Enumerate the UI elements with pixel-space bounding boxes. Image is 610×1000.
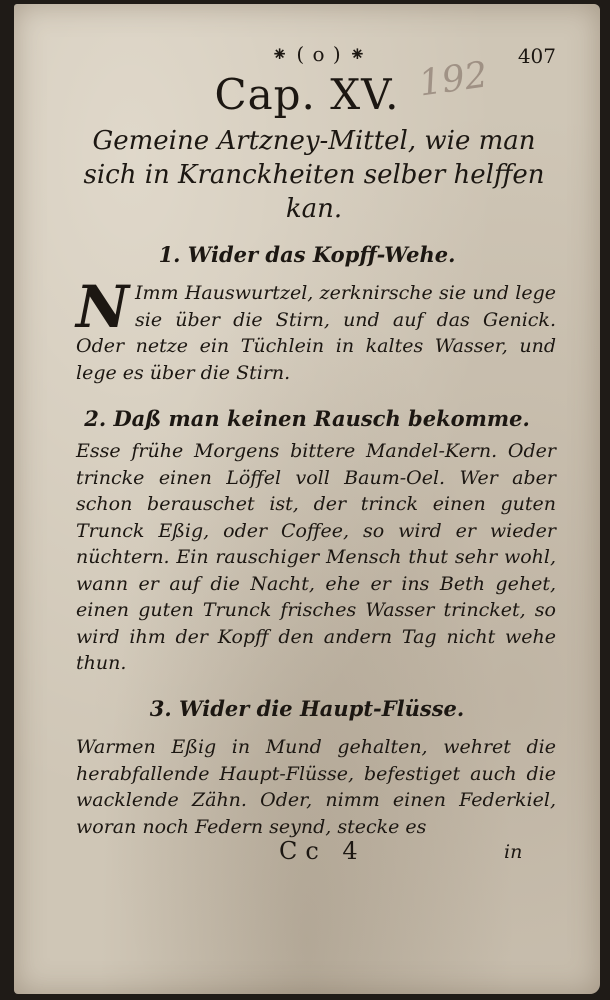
section-text-1-body: Imm Hauswurtzel, zerknirsche sie und lege sie über die Stirn, und auf das Genick. Oder netze ein Tüchlein in kaltes Wasser, und lege es über die Stirn. — [76, 282, 556, 384]
section-text-1 — [76, 273, 556, 386]
section-heading-3: 3. Wider die Haupt-Flüsse. — [149, 696, 465, 721]
section-text-3 — [76, 734, 556, 840]
section-heading-2: 2. Daß man keinen Rausch bekomme. — [84, 406, 530, 431]
section-heading-1: 1. Wider das Kopff-Wehe. — [158, 242, 456, 267]
section-text-2 — [76, 438, 556, 677]
drop-cap: N — [76, 273, 130, 341]
catchword: in — [504, 841, 523, 863]
section-text-2-body: Esse frühe Morgens bittere Mandel-Kern. Oder trincke einen Löffel voll Baum-Oel. Wer aber schon berauschet ist, der trinck einen guten Trunck Eßig, oder Coffee, so wird er wieder nüchtern. Ein rauschiger Mensch thut sehr wohl, wann er auf die Nacht, ehe er ins Beth gehet, einen guten Trunck frisches Wasser trincket, so wird ihm der Kopff den andern Tag nicht wehe thun. — [76, 440, 556, 674]
section-text-3-body: Warmen Eßig in Mund gehalten, wehret die herabfallende Haupt-Flüsse, befestiget auch die wacklende Zähn. Oder, nimm einen Federkiel, woran noch Federn seynd, stecke es — [76, 736, 556, 838]
page-number: 407 — [517, 44, 556, 68]
book-page — [14, 4, 600, 994]
signature-mark: Cc 4 — [279, 837, 366, 865]
handwritten-shelfmark: 192 — [416, 54, 491, 105]
chapter-title: Gemeine Artzney-Mittel, wie man sich in Kranckheiten selber helffen kan. — [83, 126, 545, 224]
header-ornament: ⁕ ( o ) ⁕ — [271, 42, 367, 66]
chapter-number: Cap. XV. — [214, 70, 400, 119]
